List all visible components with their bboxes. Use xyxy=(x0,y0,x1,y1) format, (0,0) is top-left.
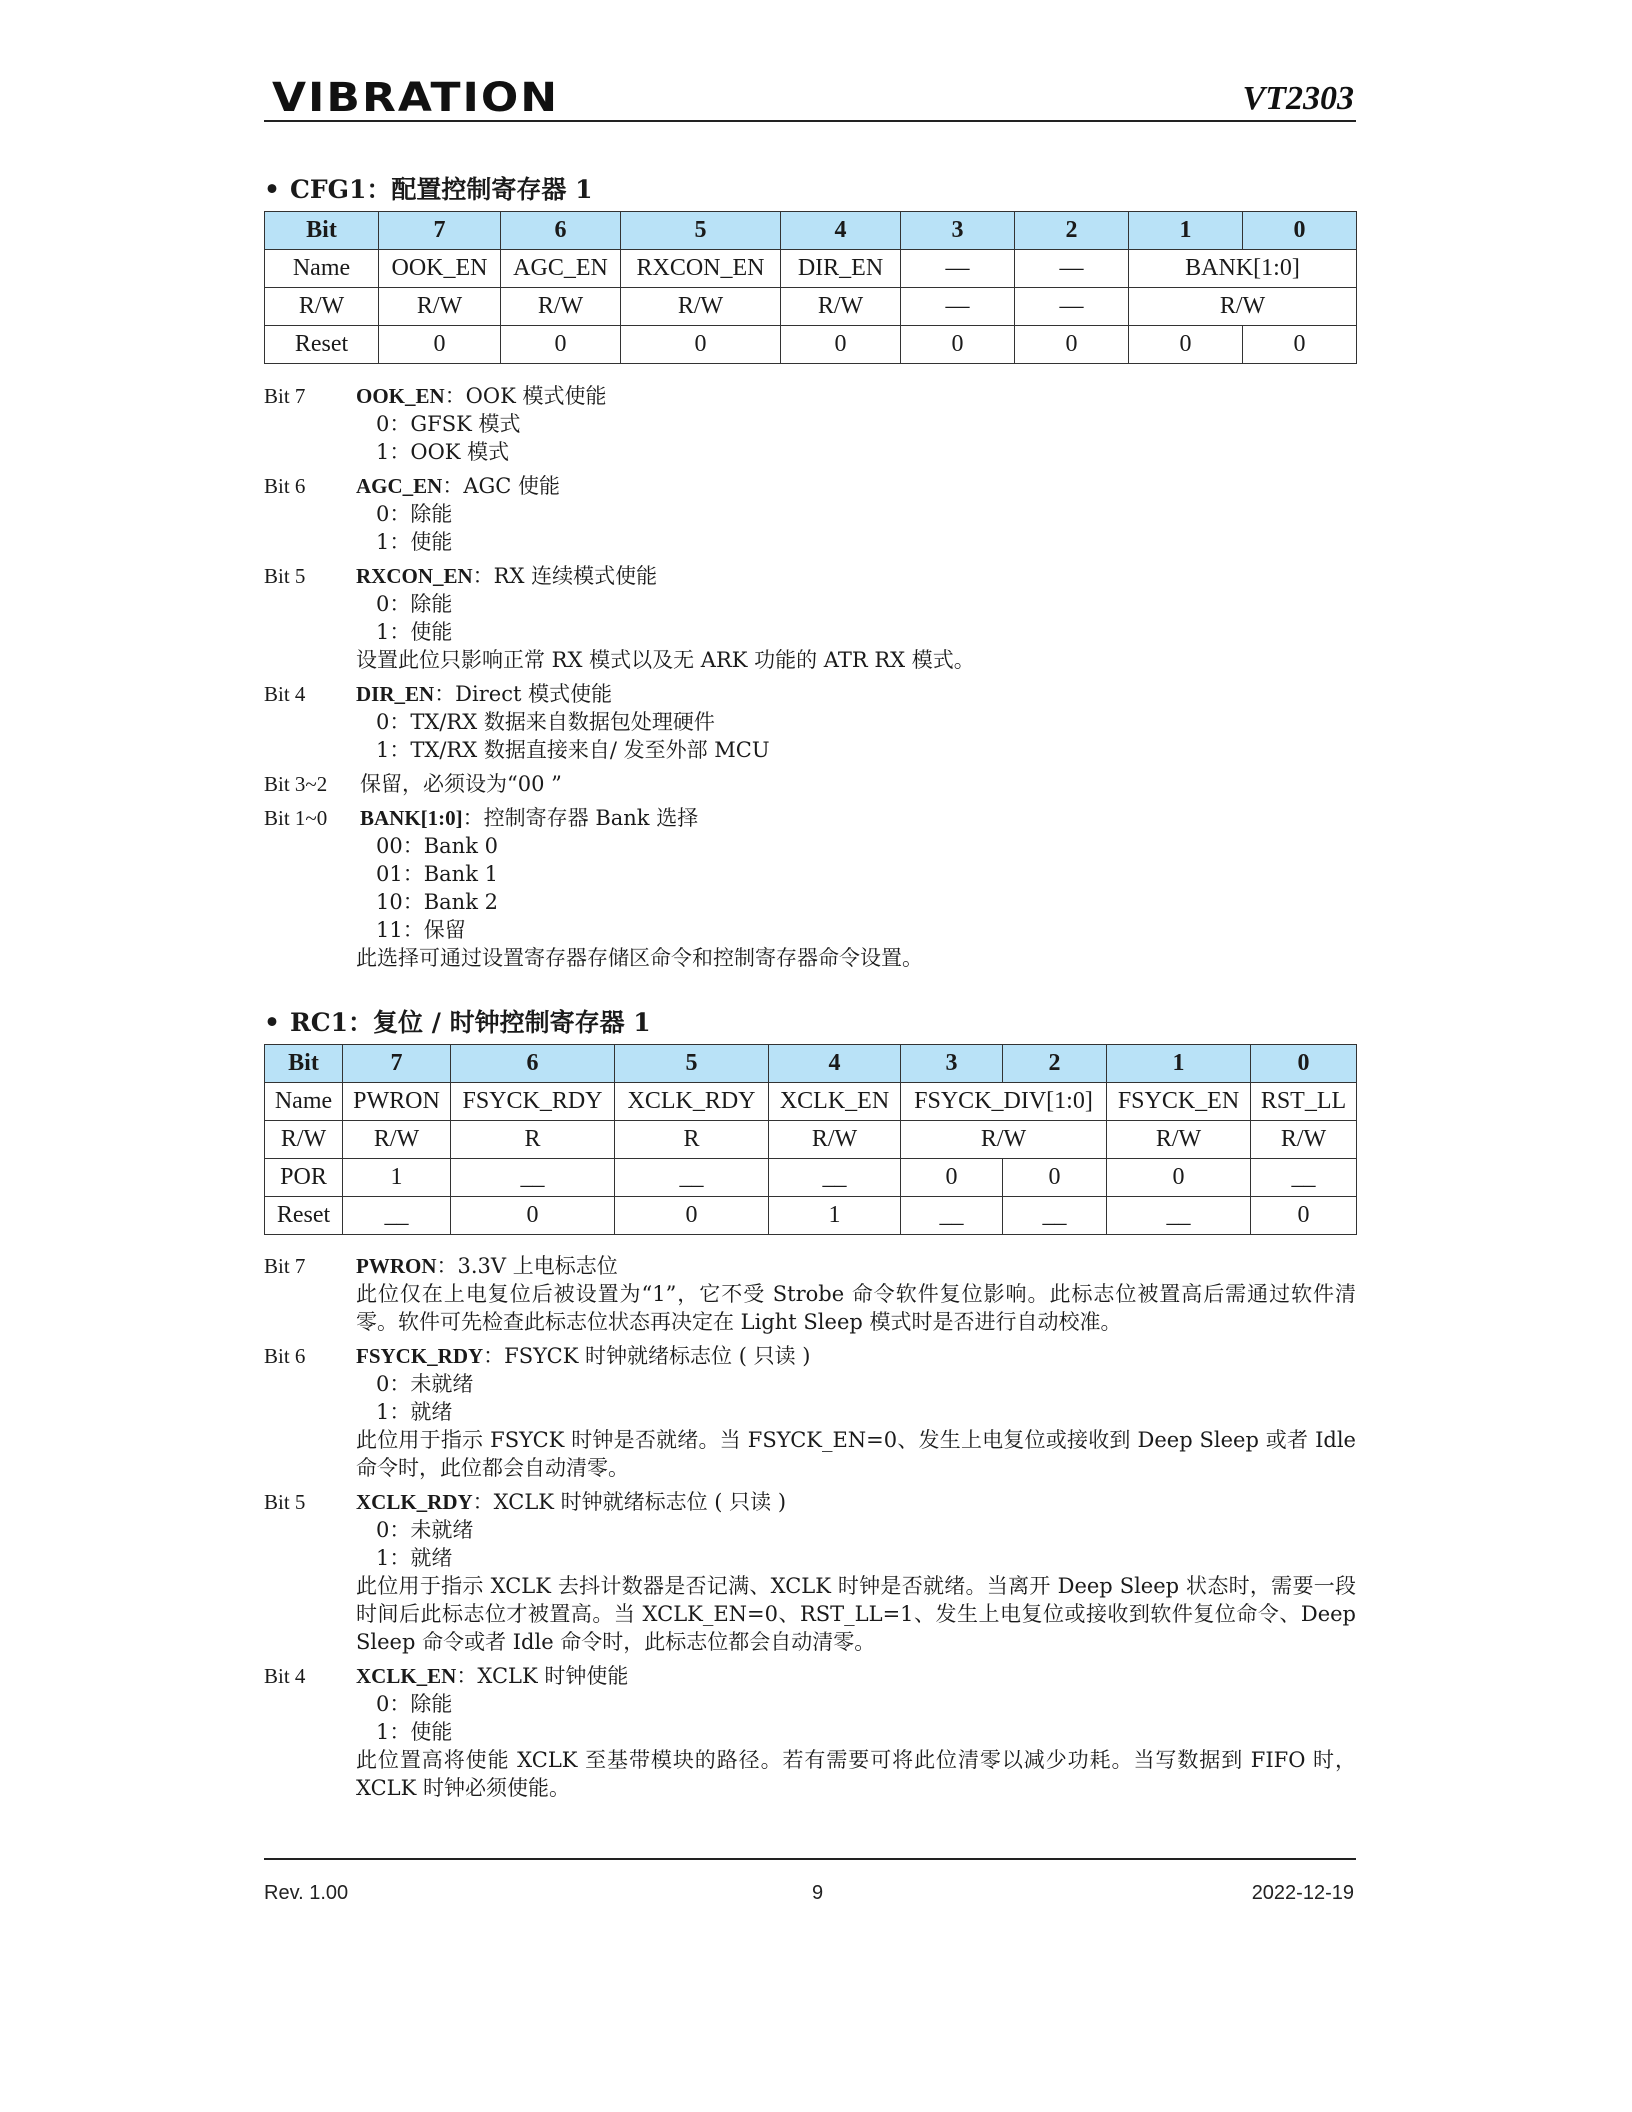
rc1-bullet: • xyxy=(264,1008,280,1037)
table-cell: Name xyxy=(265,1083,343,1121)
option-text: 1：就绪 xyxy=(376,1400,453,1424)
cfg1-name-row xyxy=(265,250,1357,288)
table-cell: R/W xyxy=(501,288,621,326)
bit-desc-row xyxy=(264,472,1356,500)
table-cell: 0 xyxy=(1107,1159,1251,1197)
cfg1-header-cell: 0 xyxy=(1243,212,1357,250)
table-cell: BANK[1:0] xyxy=(1129,250,1357,288)
table-cell: OOK_EN xyxy=(379,250,501,288)
option-text: 1：OOK 模式 xyxy=(376,440,510,464)
table-cell: RXCON_EN xyxy=(621,250,781,288)
rc1-rw-row xyxy=(265,1121,1357,1159)
table-cell: __ xyxy=(1107,1197,1251,1235)
option-text: 1：TX/RX 数据直接来自/ 发至外部 MCU xyxy=(376,738,770,762)
option-text: 01：Bank 1 xyxy=(376,862,498,886)
bit-note: 此选择可通过设置寄存器存储区命令和控制寄存器命令设置。 xyxy=(356,946,923,970)
cfg1-header-cell: 5 xyxy=(621,212,781,250)
table-cell: RST_LL xyxy=(1251,1083,1357,1121)
table-cell: R/W xyxy=(1107,1121,1251,1159)
table-cell: __ xyxy=(901,1197,1003,1235)
table-cell: __ xyxy=(451,1159,615,1197)
option-text: 11：保留 xyxy=(376,918,466,942)
table-cell: 0 xyxy=(451,1197,615,1235)
table-cell: 0 xyxy=(621,326,781,364)
table-cell: __ xyxy=(615,1159,769,1197)
table-cell: PWRON xyxy=(343,1083,451,1121)
table-cell: 0 xyxy=(501,326,621,364)
rc1-register-table xyxy=(264,1044,1357,1235)
field-name: XCLK_RDY xyxy=(356,1490,473,1514)
footer-revision: Rev. 1.00 xyxy=(264,1882,349,1904)
option-text: 0：GFSK 模式 xyxy=(376,412,521,436)
table-cell: 0 xyxy=(1251,1197,1357,1235)
table-cell: XCLK_RDY xyxy=(615,1083,769,1121)
table-cell: R/W xyxy=(621,288,781,326)
table-cell: 0 xyxy=(379,326,501,364)
field-desc: ：XCLK 时钟使能 xyxy=(456,1664,629,1688)
header-divider xyxy=(264,120,1356,122)
field-name: FSYCK_RDY xyxy=(356,1344,484,1368)
bit-note: 设置此位只影响正常 RX 模式以及无 ARK 功能的 ATR RX 模式。 xyxy=(356,648,975,672)
table-cell: — xyxy=(901,250,1015,288)
rc1-header-cell: 0 xyxy=(1251,1045,1357,1083)
option-text: 0：TX/RX 数据来自数据包处理硬件 xyxy=(376,710,715,734)
table-cell: 0 xyxy=(1003,1159,1107,1197)
option-text: 0：未就绪 xyxy=(376,1372,474,1396)
option-text: 1：就绪 xyxy=(376,1546,453,1570)
bit-desc-row xyxy=(264,1488,1356,1516)
footer-date: 2022-12-19 xyxy=(1251,1882,1354,1904)
option-text: 10：Bank 2 xyxy=(376,890,498,914)
footer-page-number: 9 xyxy=(812,1882,824,1904)
table-cell: — xyxy=(1015,288,1129,326)
table-cell: POR xyxy=(265,1159,343,1197)
bit-label: Bit 5 xyxy=(264,564,306,588)
bit-desc-row xyxy=(264,1662,1356,1690)
field-name: AGC_EN xyxy=(356,474,443,498)
table-cell: 0 xyxy=(615,1197,769,1235)
table-cell: R/W xyxy=(343,1121,451,1159)
table-cell: __ xyxy=(1003,1197,1107,1235)
option-text: 0：除能 xyxy=(376,1692,453,1716)
bit-label: Bit 3~2 xyxy=(264,772,328,796)
option-text: 0：除能 xyxy=(376,592,453,616)
table-cell: 0 xyxy=(1243,326,1357,364)
bit-label: Bit 1~0 xyxy=(264,806,328,830)
table-cell: FSYCK_EN xyxy=(1107,1083,1251,1121)
table-cell: DIR_EN xyxy=(781,250,901,288)
table-cell: 0 xyxy=(1015,326,1129,364)
field-desc: 保留，必须设为“00 ” xyxy=(360,772,562,796)
table-cell: FSYCK_DIV[1:0] xyxy=(901,1083,1107,1121)
field-name: XCLK_EN xyxy=(356,1664,457,1688)
table-cell: R/W xyxy=(379,288,501,326)
rc1-header-row xyxy=(265,1045,1357,1083)
rc1-por-row xyxy=(265,1159,1357,1197)
rc1-header-cell: 5 xyxy=(615,1045,769,1083)
field-desc: ：RX 连续模式使能 xyxy=(472,564,658,588)
table-cell: R/W xyxy=(781,288,901,326)
table-cell: Reset xyxy=(265,1197,343,1235)
cfg1-register-table xyxy=(264,211,1357,364)
option-text: 1：使能 xyxy=(376,530,453,554)
cfg1-section-title xyxy=(264,170,592,206)
rc1-reset-row xyxy=(265,1197,1357,1235)
cfg1-bullet: • xyxy=(264,175,280,204)
table-cell: R/W xyxy=(1129,288,1357,326)
model-number: VT2303 xyxy=(1242,80,1354,117)
rc1-header-cell: 2 xyxy=(1003,1045,1107,1083)
bit-label: Bit 6 xyxy=(264,1344,306,1368)
table-cell: 0 xyxy=(901,326,1015,364)
bit-note: 此位用于指示 XCLK 去抖计数器是否记满、XCLK 时钟是否就绪。当离开 Deep Sleep 状态时，需要一段时间后此标志位才被置高。当 XCLK_EN=0、RST_LL=1、发生上电复位或接收到软件复位命令、Deep Sleep 命令或者 Idle 命令时，此标志位都会自动清零。 xyxy=(356,1574,1356,1654)
table-cell: 0 xyxy=(781,326,901,364)
table-cell: __ xyxy=(1251,1159,1357,1197)
cfg1-header-row xyxy=(265,212,1357,250)
bit-label: Bit 4 xyxy=(264,1664,306,1688)
bit-desc-row xyxy=(264,804,1356,832)
field-desc: ：3.3V 上电标志位 xyxy=(436,1254,618,1278)
field-name: BANK[1:0] xyxy=(360,806,463,830)
rc1-header-cell: 1 xyxy=(1107,1045,1251,1083)
bit-note: 此位仅在上电复位后被设置为“1”，它不受 Strobe 命令软件复位影响。此标志位被置高后需通过软件清零。软件可先检查此标志位状态再决定在 Light Sleep 模式时是否进行自动校准。 xyxy=(356,1282,1356,1334)
table-cell: AGC_EN xyxy=(501,250,621,288)
cfg1-header-cell: 4 xyxy=(781,212,901,250)
cfg1-header-cell: Bit xyxy=(265,212,379,250)
bit-desc-row xyxy=(264,1342,1356,1370)
rc1-title-text: RC1：复位 / 时钟控制寄存器 1 xyxy=(289,1008,651,1037)
footer-divider xyxy=(264,1858,1356,1860)
table-cell: — xyxy=(1015,250,1129,288)
bit-label: Bit 7 xyxy=(264,384,306,408)
bit-label: Bit 6 xyxy=(264,474,306,498)
cfg1-reset-row xyxy=(265,326,1357,364)
cfg1-bit-descriptions xyxy=(264,382,1356,972)
bit-label: Bit 4 xyxy=(264,682,306,706)
rc1-name-row xyxy=(265,1083,1357,1121)
table-cell: __ xyxy=(343,1197,451,1235)
bit-desc-row xyxy=(264,770,1356,798)
table-cell: 1 xyxy=(769,1197,901,1235)
field-desc: ：FSYCK 时钟就绪标志位 ( 只读 ) xyxy=(483,1344,811,1368)
bit-label: Bit 5 xyxy=(264,1490,306,1514)
rc1-header-cell: Bit xyxy=(265,1045,343,1083)
option-text: 00：Bank 0 xyxy=(376,834,498,858)
table-cell: R/W xyxy=(265,1121,343,1159)
field-name: RXCON_EN xyxy=(356,564,473,588)
table-cell: 1 xyxy=(343,1159,451,1197)
field-desc: ：AGC 使能 xyxy=(442,474,561,498)
bit-note: 此位置高将使能 XCLK 至基带模块的路径。若有需要可将此位清零以减少功耗。当写数据到 FIFO 时，XCLK 时钟必须使能。 xyxy=(356,1748,1356,1800)
rc1-bit-descriptions xyxy=(264,1252,1356,1802)
table-cell: 0 xyxy=(1129,326,1243,364)
cfg1-header-cell: 7 xyxy=(379,212,501,250)
table-cell: R/W xyxy=(901,1121,1107,1159)
option-text: 1：使能 xyxy=(376,1720,453,1744)
cfg1-rw-row xyxy=(265,288,1357,326)
field-desc: ：XCLK 时钟就绪标志位 ( 只读 ) xyxy=(472,1490,787,1514)
rc1-header-cell: 4 xyxy=(769,1045,901,1083)
table-cell: __ xyxy=(769,1159,901,1197)
table-cell: R/W xyxy=(769,1121,901,1159)
rc1-header-cell: 6 xyxy=(451,1045,615,1083)
option-text: 0：未就绪 xyxy=(376,1518,474,1542)
table-cell: R xyxy=(451,1121,615,1159)
table-cell: R xyxy=(615,1121,769,1159)
rc1-header-cell: 7 xyxy=(343,1045,451,1083)
field-desc: ：Direct 模式使能 xyxy=(434,682,613,706)
bit-label: Bit 7 xyxy=(264,1254,306,1278)
bit-note: 此位用于指示 FSYCK 时钟是否就绪。当 FSYCK_EN=0、发生上电复位或接收到 Deep Sleep 或者 Idle 命令时，此位都会自动清零。 xyxy=(356,1428,1356,1480)
table-cell: FSYCK_RDY xyxy=(451,1083,615,1121)
option-text: 0：除能 xyxy=(376,502,453,526)
field-desc: ：OOK 模式使能 xyxy=(444,384,607,408)
bit-desc-row xyxy=(264,680,1356,708)
field-name: OOK_EN xyxy=(356,384,445,408)
table-cell: R/W xyxy=(265,288,379,326)
table-cell: R/W xyxy=(1251,1121,1357,1159)
table-cell: Reset xyxy=(265,326,379,364)
field-desc: ：控制寄存器 Bank 选择 xyxy=(462,806,699,830)
field-name: DIR_EN xyxy=(356,682,435,706)
cfg1-header-cell: 1 xyxy=(1129,212,1243,250)
company-logo: VIBRATION xyxy=(272,74,560,121)
cfg1-header-cell: 3 xyxy=(901,212,1015,250)
option-text: 1：使能 xyxy=(376,620,453,644)
rc1-section-title xyxy=(264,1003,651,1039)
bit-desc-row xyxy=(264,1252,1356,1280)
bit-desc-row xyxy=(264,562,1356,590)
table-cell: XCLK_EN xyxy=(769,1083,901,1121)
table-cell: 0 xyxy=(901,1159,1003,1197)
rc1-header-cell: 3 xyxy=(901,1045,1003,1083)
table-cell: Name xyxy=(265,250,379,288)
cfg1-header-cell: 2 xyxy=(1015,212,1129,250)
bit-desc-row xyxy=(264,382,1356,410)
field-name: PWRON xyxy=(356,1254,437,1278)
table-cell: — xyxy=(901,288,1015,326)
cfg1-title-text: CFG1：配置控制寄存器 1 xyxy=(289,175,593,204)
cfg1-header-cell: 6 xyxy=(501,212,621,250)
